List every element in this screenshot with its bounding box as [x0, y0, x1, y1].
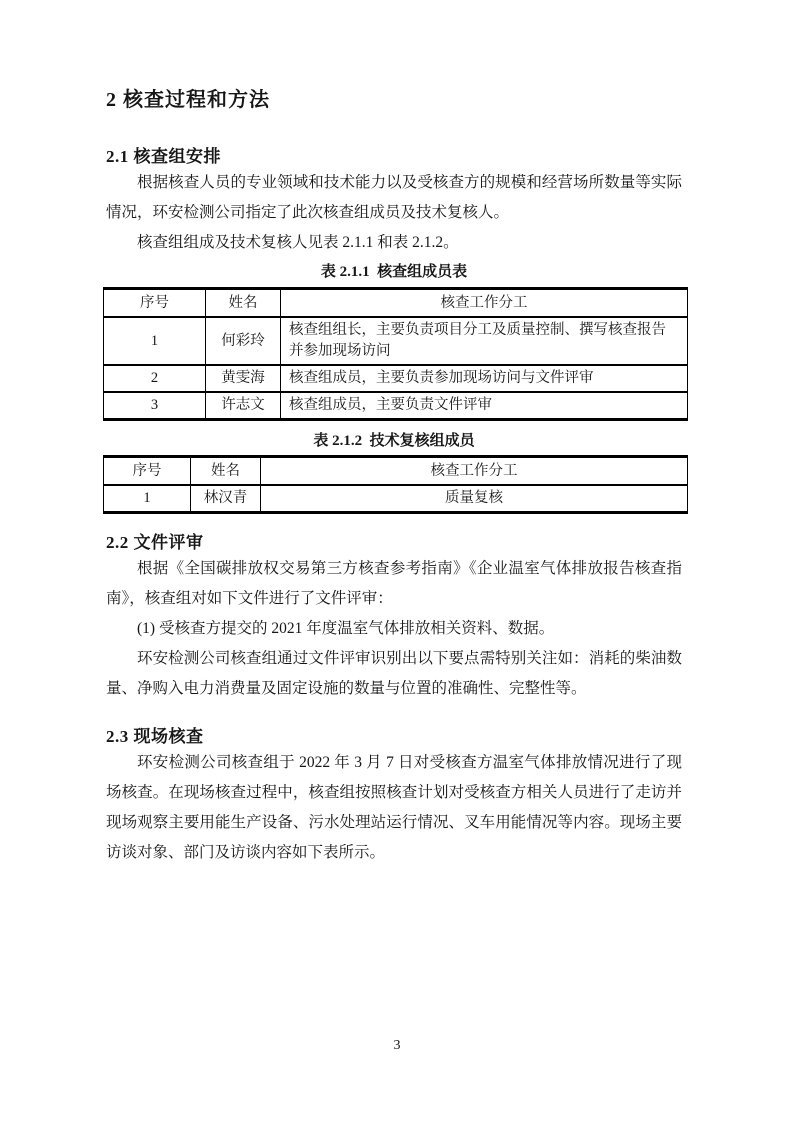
section-2-2-paragraph-2: (1) 受核查方提交的 2021 年度温室气体排放相关资料、数据。 — [137, 620, 555, 637]
section-2-3-paragraph-1: 环安检测公司核查组于 2022 年 3 月 7 日对受核查方温室气体排放情况进行了现场核查。在现场核查过程中，核查组按照核查计划对受核查方相关人员进行了走访并现场观察主要用能生产设备、污水处理站运行情况、叉车用能情况等内容。现场主要访谈对象、部门及访谈内容如下表所示。 — [106, 754, 682, 861]
section-2-3-heading: 2.3 现场核查 — [106, 727, 204, 746]
table-row — [104, 365, 688, 392]
table-header-row — [104, 289, 688, 318]
cell-seq: 3 — [104, 392, 206, 420]
table-header-row — [104, 457, 688, 486]
section-2-2-paragraph-1: 根据《全国碳排放权交易第三方核查参考指南》《企业温室气体排放报告核查指南》，核查组对如下文件进行了文件评审： — [106, 560, 682, 607]
verification-team-table — [103, 287, 688, 421]
col-header-name: 姓名 — [191, 457, 261, 486]
cell-duty: 质量复核 — [261, 485, 688, 513]
table-row — [104, 392, 688, 420]
col-header-seq: 序号 — [104, 289, 206, 318]
section-2-1-paragraph-2: 核查组组成及技术复核人见表 2.1.1 和表 2.1.2。 — [137, 234, 459, 251]
table-row — [104, 317, 688, 365]
cell-seq: 1 — [104, 317, 206, 365]
table-2-1-2-caption: 表 2.1.2 技术复核组成员 — [313, 433, 475, 449]
section-2-1-heading: 2.1 核查组安排 — [106, 147, 221, 166]
chapter-heading: 2 核查过程和方法 — [106, 89, 270, 111]
cell-duty: 核查组成员，主要负责文件评审 — [281, 392, 688, 420]
cell-name: 何彩玲 — [206, 317, 281, 365]
cell-duty: 核查组成员，主要负责参加现场访问与文件评审 — [281, 365, 688, 392]
cell-name: 许志文 — [206, 392, 281, 420]
section-2-1-paragraph-1: 根据核查人员的专业领域和技术能力以及受核查方的规模和经营场所数量等实际情况，环安检测公司指定了此次核查组成员及技术复核人。 — [106, 174, 682, 221]
col-header-duty: 核查工作分工 — [281, 289, 688, 318]
col-header-seq: 序号 — [104, 457, 191, 486]
col-header-duty: 核查工作分工 — [261, 457, 688, 486]
table-row — [104, 485, 688, 513]
col-header-name: 姓名 — [206, 289, 281, 318]
technical-review-team-table — [103, 455, 688, 514]
cell-seq: 2 — [104, 365, 206, 392]
table-2-1-1-caption: 表 2.1.1 核查组成员表 — [320, 264, 468, 280]
section-2-2-heading: 2.2 文件评审 — [106, 533, 204, 552]
cell-duty: 核查组组长，主要负责项目分工及质量控制、撰写核查报告并参加现场访问 — [281, 317, 688, 365]
cell-name: 黄雯海 — [206, 365, 281, 392]
page-number: 3 — [393, 1038, 401, 1053]
section-2-2-paragraph-3: 环安检测公司核查组通过文件评审识别出以下要点需特别关注如：消耗的柴油数量、净购入电力消费量及固定设施的数量与位置的准确性、完整性等。 — [106, 650, 682, 697]
cell-name: 林汉青 — [191, 485, 261, 513]
cell-seq: 1 — [104, 485, 191, 513]
